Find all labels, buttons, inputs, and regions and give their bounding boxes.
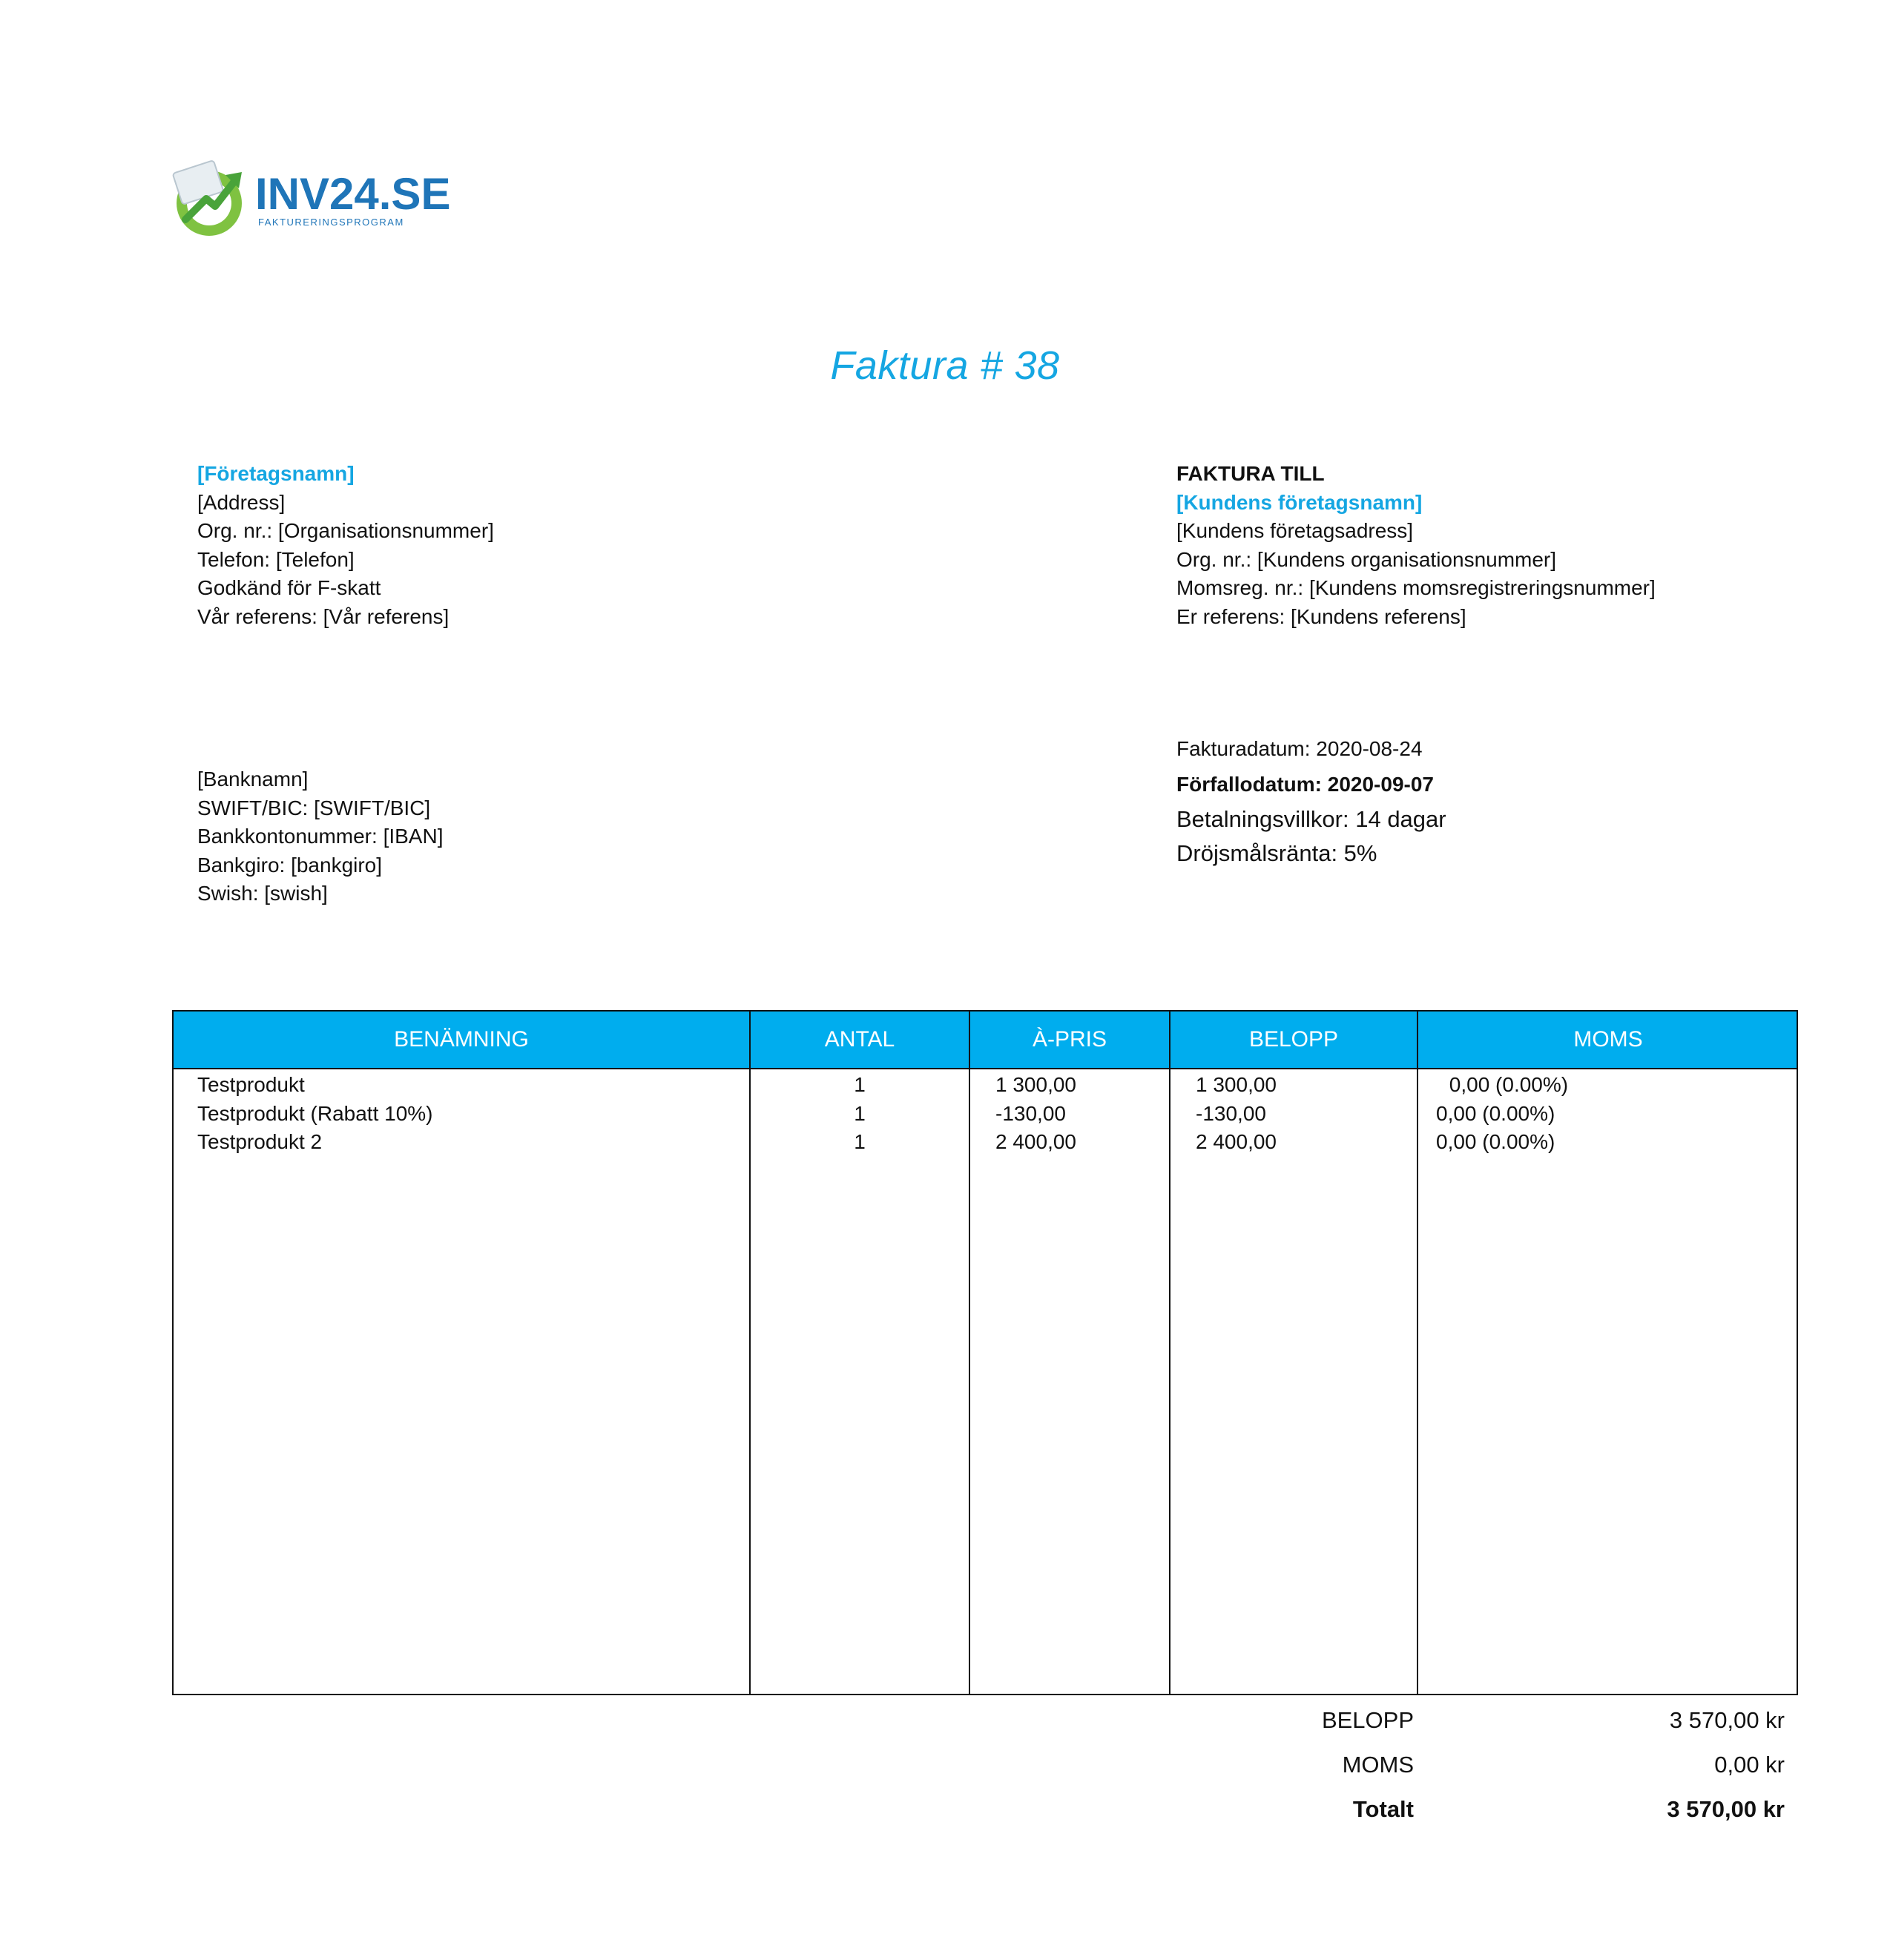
invoice-date: Fakturadatum: 2020-08-24	[1176, 737, 1423, 760]
cell-price: -130,00	[995, 1101, 1066, 1125]
cell-qty: 1	[854, 1073, 866, 1096]
cell-amount: 2 400,00	[1196, 1130, 1277, 1153]
cell-qty: 1	[854, 1101, 866, 1125]
cell-amount: 1 300,00	[1196, 1073, 1277, 1096]
bank-swish: Swish: [swish]	[197, 882, 328, 905]
bank-name: [Banknamn]	[197, 768, 309, 791]
logo-tagline: FAKTURERINGSPROGRAM	[258, 217, 404, 228]
buyer-block	[1176, 460, 1656, 631]
grand-total-label: Totalt	[1352, 1796, 1414, 1822]
cell-qty: 1	[854, 1130, 866, 1153]
column-divider	[1169, 1012, 1170, 1694]
total-vat-label: MOMS	[1342, 1752, 1414, 1778]
cell-price: 2 400,00	[995, 1130, 1076, 1153]
seller-org: Org. nr.: [Organisationsnummer]	[197, 519, 494, 542]
header-amount: BELOPP	[1248, 1027, 1339, 1052]
buyer-address: [Kundens företagsadress]	[1176, 519, 1414, 542]
total-amount-label: BELOPP	[1321, 1707, 1414, 1733]
cell-price: 1 300,00	[995, 1073, 1076, 1096]
invoice-title: Faktura # 38	[830, 343, 1060, 388]
header-qty: ANTAL	[824, 1027, 895, 1052]
seller-address: [Address]	[197, 490, 286, 514]
seller-name: [Företagsnamn]	[197, 462, 355, 485]
seller-reference: Vår referens: [Vår referens]	[197, 604, 450, 628]
items-table	[172, 1010, 1798, 1695]
cell-vat: 0,00 (0.00%)	[1436, 1101, 1555, 1125]
header-name: BENÄMNING	[394, 1027, 529, 1052]
header-vat: MOMS	[1573, 1027, 1643, 1052]
header-price: À-PRIS	[1032, 1027, 1107, 1052]
column-divider	[1417, 1012, 1418, 1694]
buyer-org: Org. nr.: [Kundens organisationsnummer]	[1176, 547, 1557, 571]
bank-iban: Bankkontonummer: [IBAN]	[197, 825, 444, 848]
buyer-name: [Kundens företagsnamn]	[1176, 490, 1423, 514]
bank-block	[197, 765, 443, 908]
company-logo	[172, 157, 451, 239]
logo-graphic	[172, 157, 451, 239]
buyer-reference: Er referens: [Kundens referens]	[1176, 604, 1466, 628]
logo-wordmark: INV24.SE	[255, 169, 451, 219]
seller-phone: Telefon: [Telefon]	[197, 547, 355, 571]
total-vat-value: 0,00 kr	[1714, 1752, 1785, 1778]
cell-vat: 0,00 (0.00%)	[1443, 1073, 1569, 1096]
total-amount-value: 3 570,00 kr	[1669, 1707, 1785, 1733]
due-date: Förfallodatum: 2020-09-07	[1176, 773, 1434, 796]
cell-amount: -130,00	[1196, 1101, 1266, 1125]
late-interest: Dröjsmålsränta: 5%	[1176, 840, 1377, 866]
seller-fskatt: Godkänd för F-skatt	[197, 576, 381, 599]
payment-terms: Betalningsvillkor: 14 dagar	[1176, 806, 1446, 832]
cell-name: Testprodukt (Rabatt 10%)	[197, 1101, 433, 1125]
cell-vat: 0,00 (0.00%)	[1436, 1130, 1555, 1153]
cell-name: Testprodukt 2	[197, 1130, 323, 1153]
bank-swift: SWIFT/BIC: [SWIFT/BIC]	[197, 796, 431, 819]
column-divider	[969, 1012, 970, 1694]
grand-total-value: 3 570,00 kr	[1667, 1796, 1785, 1822]
seller-block	[197, 460, 494, 631]
buyer-vat: Momsreg. nr.: [Kundens momsregistreringsnummer]	[1176, 576, 1656, 599]
bank-bankgiro: Bankgiro: [bankgiro]	[197, 853, 383, 877]
cell-name: Testprodukt	[197, 1073, 305, 1096]
dates-block	[1176, 731, 1446, 871]
buyer-heading: FAKTURA TILL	[1176, 462, 1325, 485]
